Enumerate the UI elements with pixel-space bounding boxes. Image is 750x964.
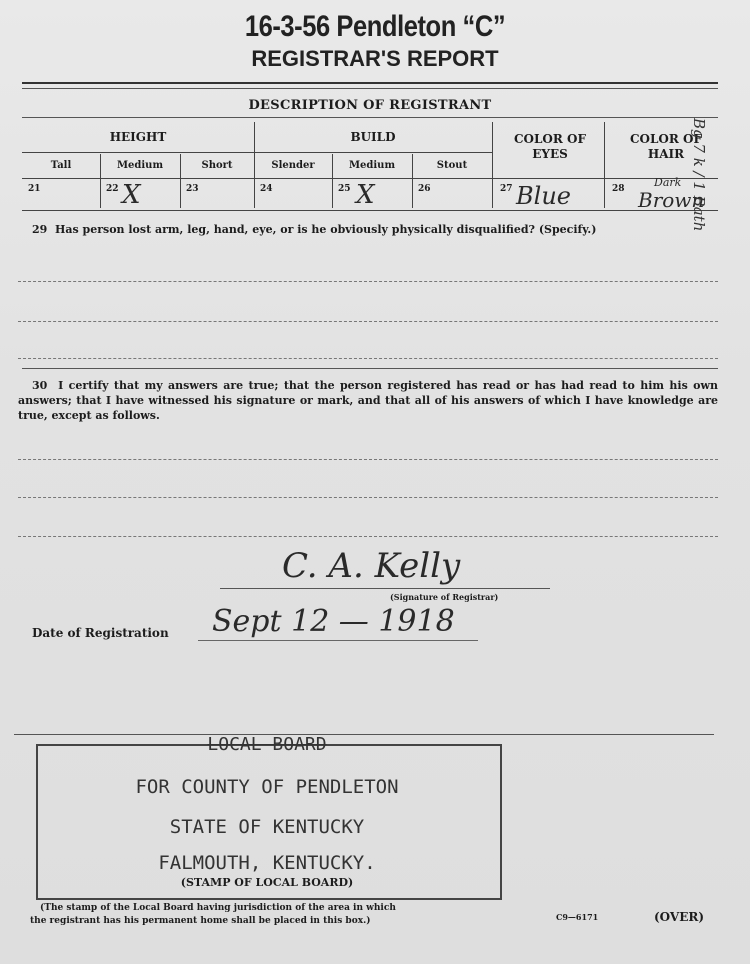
hair-color-note: Dark — [654, 176, 682, 189]
stamp-line-3: STATE OF KENTUCKY — [169, 816, 365, 838]
stamp-line-1: LOCAL BOARD — [207, 734, 327, 755]
answer-line — [18, 536, 718, 537]
field-number: 23 — [186, 184, 199, 194]
stamp-caption: (STAMP OF LOCAL BOARD) — [180, 876, 354, 889]
question-29 — [20, 222, 718, 237]
eye-color-value: Blue — [516, 182, 571, 210]
eyes-header: COLOR OF EYES — [513, 132, 587, 161]
field-number: 27 — [500, 184, 513, 194]
height-header: HEIGHT — [109, 130, 167, 144]
stamp-line-4: FALMOUTH, KENTUCKY. — [158, 852, 376, 874]
registration-date-label: Date of Registration — [32, 626, 169, 640]
stamp-line-2: FOR COUNTY OF PENDLETON — [135, 776, 399, 798]
field-number: 21 — [28, 184, 41, 194]
answer-line — [18, 281, 718, 282]
form-number: C9—6171 — [556, 912, 599, 922]
signature-caption: (Signature of Registrar) — [390, 592, 499, 602]
margin-note: Bg 7 k / 1 Bath — [690, 118, 708, 232]
field-number: 25 — [338, 184, 351, 194]
hair-header: COLOR OF HAIR — [629, 132, 703, 161]
col-build-medium: Medium — [348, 160, 396, 171]
question-number: 29 — [32, 223, 48, 236]
registration-date-value: Sept 12 — 1918 — [212, 604, 455, 639]
field-number: 24 — [260, 184, 273, 194]
divider — [22, 88, 718, 89]
question-30 — [18, 378, 718, 423]
question-text: I certify that my answers are true; that the person registered has read or has had read to him his own answers; that I have witnessed his signature or mark, and that all of his answers of which I have knowledge are true, except as follows. — [18, 379, 718, 422]
answer-line — [18, 358, 718, 359]
card-number: 16-3-56 Pendleton “C” — [244, 10, 506, 43]
answer-line — [18, 497, 718, 498]
field-number: 26 — [418, 184, 431, 194]
page-title: REGISTRAR'S REPORT — [251, 46, 499, 71]
col-height-medium: Medium — [116, 160, 164, 171]
col-tall: Tall — [50, 160, 72, 171]
question-text: Has person lost arm, leg, hand, eye, or is he obviously physically disqualified? (Specify.) — [54, 223, 597, 236]
build-header: BUILD — [350, 130, 396, 144]
question-number: 30 — [32, 379, 48, 392]
description-grid — [22, 118, 718, 212]
over-label: (OVER) — [654, 910, 705, 924]
footer-note-2: the registrant has his permanent home shall be placed in this box.) — [30, 916, 371, 926]
height-medium-mark: X — [122, 180, 141, 210]
col-slender: Slender — [271, 160, 315, 171]
divider — [22, 368, 718, 369]
build-medium-mark: X — [356, 180, 375, 210]
field-number: 22 — [106, 184, 119, 194]
col-stout: Stout — [436, 160, 468, 171]
field-number: 28 — [612, 184, 625, 194]
hair-color-value: Brown — [638, 188, 705, 212]
section-title: DESCRIPTION OF REGISTRANT — [248, 98, 492, 113]
registrar-signature: C. A. Kelly — [282, 546, 461, 586]
answer-line — [18, 459, 718, 460]
divider — [22, 82, 718, 84]
footer-note-1: (The stamp of the Local Board having jurisdiction of the area in which — [40, 903, 396, 913]
answer-line — [18, 321, 718, 322]
col-short: Short — [201, 160, 233, 171]
